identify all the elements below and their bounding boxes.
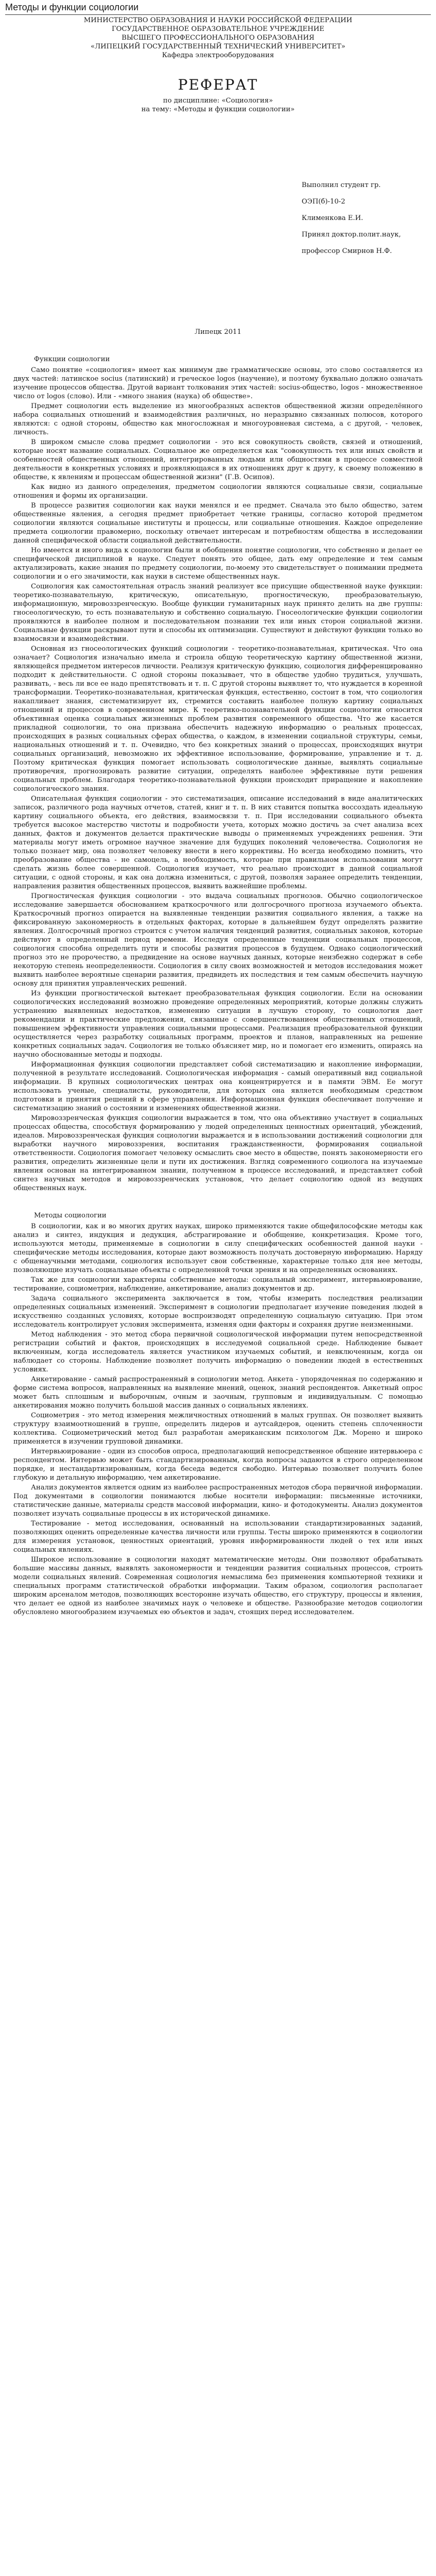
paragraph: Из функции прогностической вытекает преобразовательная функция социологии. Если на основании социологических исследований возможно проведение определенных мероприятий, которые должны служить устранению выявленных недостатков, изменению ситуации в лучшую сторону, то социология дает рекомендации и практические предложения, связанные с совершенствованием общественных отношений, повышением эффективности управления социальными процессами. Реализация преобразовательной функции осуществляется через разработку социальных программ, проектов и планов, направленных на решение конкретных социальных задач. Социология не только объясняет мир, но и помогает его изменить, опираясь на научно обоснованные методы и подходы. xyxy=(13,990,423,1059)
paragraph: Анкетирование - самый распространенный в социологии метод. Анкета - упорядоченная по содержанию и форме система вопросов, направленных на выявление мнений, оценок, знаний респондентов. Анкетный опрос может быть сплошным и выборочным, очным и заочным, групповым и индивидуальным. С помощью анкетирования можно получить большой массив данных о социальных явлениях. xyxy=(13,1376,423,1410)
paragraph: Мировоззренческая функция социологии выражается в том, что она объективно участвует в социальных процессах общества, способствуя формированию у людей определенных ценностных ориентаций, убеждений, идеалов. Мировоззренческая функция социологии выражается и в использовании достижений социологии для выработки научного мировоззрения, воспитания гражданственности, формирования социальной ответственности. Социология помогает человеку осмыслить свое место в обществе, понять закономерности его развития, определить жизненные цели и пути их достижения. Взгляд современного социолога на изучаемые явления основан на интегрированном знании, полученном в процессе исследований, и представляет собой синтез научных методов и мировоззренческих установок, что делает социологию одной из ведущих общественных наук. xyxy=(13,1114,423,1192)
author-block xyxy=(13,181,423,256)
section-heading: Методы социологии xyxy=(34,1212,107,1219)
paragraph: Метод наблюдения - это метод сбора первичной социологической информации путем непосредственной регистрации событий и фактов, происходящих в исследуемой социальной среде. Наблюдение бывает включенным, когда исследователь является участником изучаемых событий, и невключенным, когда он наблюдает со стороны. Наблюдение позволяет получить информацию о поведении людей в естественных условиях. xyxy=(13,1331,423,1374)
paragraph: В социологии, как и во многих других науках, широко применяются такие общефилософские методы как анализ и синтез, индукция и дедукция, абстрагирование и обобщение, конкретизация. Кроме того, используются методы, применяемые в социологии в силу специфических особенностей данной науки - специфические методы исследования, которые дают возможность получать достоверную информацию. Наряду с общенаучными методами, социология использует свои собственные, характерные только для нее методы, позволяющие изучать социальные объекты с определенной точки зрения и на определенных основаниях. xyxy=(13,1223,423,1274)
city-year: Липецк 2011 xyxy=(195,328,241,336)
paragraph: Задача социального эксперимента заключается в том, чтобы измерить последствия реализации определенных социальных изменений. Эксперимент в социологии предполагает изучение поведения людей в искусственно созданных условиях, которые воспроизводят определенную социальную ситуацию. При этом исследователь контролирует условия эксперимента, изменяя одни факторы и сохраняя другие неизменными. xyxy=(13,1295,423,1329)
paragraph: Социология как самостоятельная отрасль знаний реализует все присущие общественной науке функции: теоретико-познавательную, критическую, описательную, прогностическую, преобразовательную, информационную, мировоззренческую. Вообще функции гуманитарных наук принято делить на две группы: гносеологическую, то есть познавательную и собственно социальную. Гносеологические функции социологии проявляются в наиболее полном и последовательном познании тех или иных сторон социальной жизни. Социальные функции раскрывают пути и способы их оптимизации. Существуют и действуют функции только во взаимосвязи и взаимодействии. xyxy=(13,583,423,643)
ministry-line: «ЛИПЕЦКИЙ ГОСУДАРСТВЕННЫЙ ТЕХНИЧЕСКИЙ УНИВЕРСИТЕТ» xyxy=(91,43,345,50)
author-name: Клименкова Е.И. xyxy=(302,214,363,222)
section-methods xyxy=(13,1211,423,1617)
performed-label: Выполнил студент гр. xyxy=(302,181,381,189)
paragraph: Широкое использование в социологии находят математические методы. Они позволяют обрабатывать большие массивы данных, выявлять закономерности и тенденции развития социальных процессов, строить модели социальных явлений. Современная социология немыслима без применения компьютерной техники и специальных программ статистической обработки информации. Таким образом, социология располагает широким арсеналом методов, позволяющих всесторонне изучать общество, его структуру, процессы и явления, что делает ее одной из наиболее значимых наук о человеке и обществе. Разнообразие методов социологии обусловлено многообразием изучаемых ею объектов и задач, стоящих перед исследователем. xyxy=(13,1556,423,1616)
section-heading: Функции социологии xyxy=(34,355,110,363)
group-number: ОЭП(б)-10-2 xyxy=(302,198,345,206)
title-page-header xyxy=(13,16,423,60)
paragraph: Но имеется и иного вида к социологии были и обобщения понятие социологии, что собственно и делает ее специфической дисциплиной в науке. Следует понять это общее, дать ему определение и тем самым актуализировать, какие знания по предмету социологии, по-моему это свидетельствует о понимании предмета социологии и о его значимости, как науки в системе общественных наук. xyxy=(13,547,423,581)
ministry-line: ВЫСШЕГО ПРОФЕССИОНАЛЬНОГО ОБРАЗОВАНИЯ xyxy=(121,34,315,42)
paragraph: Анализ документов является одним из наиболее распространенных методов сбора первичной информации. Под документами в социологии понимаются любые носители информации: письменные источники, статистические данные, материалы средств массовой информации, кино- и фотодокументы. Анализ документов позволяет изучать социальные процессы в их исторической динамике. xyxy=(13,1484,423,1518)
section-functions xyxy=(13,355,423,1193)
title-divider xyxy=(5,14,431,15)
document-title: Методы и функции социологии xyxy=(5,2,139,12)
paragraph: Информационная функция социологии представляет собой систематизацию и накопление информации, полученной в результате исследований. Социологическая информация - самый оперативный вид социальной информации. В крупных социологических центрах она концентрируется и в памяти ЭВМ. Ее могут использовать ученые, специалисты, руководители, для которых она является необходимым средством подготовки и принятия решений в сфере управления. Информационная функция обеспечивает получение и систематизацию знаний о состоянии и изменениях общественной жизни. xyxy=(13,1061,423,1112)
paragraph: Социометрия - это метод измерения межличностных отношений в малых группах. Он позволяет выявить структуру взаимоотношений в группе, определить лидеров и аутсайдеров, оценить степень сплоченности коллектива. Социометрический метод был разработан американским психологом Дж. Морено и широко применяется в изучении групповой динамики. xyxy=(13,1412,423,1446)
document-body xyxy=(0,16,436,1617)
ministry-line: ГОСУДАРСТВЕННОЕ ОБРАЗОВАТЕЛЬНОЕ УЧРЕЖДЕНИЕ xyxy=(111,25,325,33)
checker-name: профессор Смирнов Н.Ф. xyxy=(302,247,392,255)
essay-label: РЕФЕРАТ xyxy=(178,76,258,93)
ministry-line: МИНИСТЕРСТВО ОБРАЗОВАНИЯ И НАУКИ РОССИЙСКОЙ ФЕДЕРАЦИИ xyxy=(83,16,353,24)
paragraph: В процессе развития социологии как науки менялся и ее предмет. Сначала это было общество, затем общественные явления, а сегодня предмет приобретает четкие границы, согласно которой предметом социологии являются социальные институты и процессы, или социальные отношения. Каждое определение предмета социологии правомерно, поскольку отвечает интересам и потребностям общества в исследовании данной специфической области социальной действительности. xyxy=(13,502,423,545)
paragraph: Описательная функция социологии - это систематизация, описание исследований в виде аналитических записок, различного рода научных отчетов, статей, книг и т. п. В них ставится попытка воссоздать идеальную картину социального объекта, его действия, взаимосвязи т. п. При исследовании социального объекта требуется высокое мастерство чистоты и подробности учета, которых можно достичь за счет анализа всех данных, фактов и документов делается практические выводы о применяемых учреждениях решения. Эти материалы могут иметь огромное научное значение для будущих поколений человечества. Социология не только познает мир, она позволяет человеку внести в него коррективы. Но всегда необходимо помнить, что преобразование общества - не самоцель, а необходимость, которые при правильном использовании могут сделать жизнь более совершенной. Социология изучает, что реально происходит в данной социальной ситуации, с одной стороны, и как она должна измениться, с другой, позволяя заранее определить тенденции, направления развития общественных процессов, выявить важнейшие проблемы. xyxy=(13,795,423,890)
paragraph: Предмет социологии есть выделение из многообразных аспектов общественной жизни определённого набора социальных отношений и взаимодействия различных, но неразрывно связанных полюсов, которого являются: с одной стороны, общество как многосложная и многоуровневая система, а с другой, - человек, личность. xyxy=(13,402,423,436)
paragraph: Так же для социологии характерны собственные методы: социальный эксперимент, интервьюирование, тестирование, социометрия, наблюдение, анкетирование, анализ документов и др. xyxy=(13,1276,423,1293)
paragraph: Само понятие «социология» имеет как минимум две грамматические основы, это слово составляется из двух частей: латинское socius (латинский) и греческое logos (научение), и поэтому буквально должно означать изучение процессов общества. Другой вариант толкования этих частей: socius-общество, logos - множественное число от logos (слово). Или - «много знания (наука) об обществе». xyxy=(13,366,423,400)
paragraph: Интервьюирование - один из способов опроса, предполагающий непосредственное общение интервьюера с респондентом. Интервью может быть стандартизированным, когда вопросы задаются в строго определенном порядке, и нестандартизированным, когда беседа ведется свободно. Интервью позволяет получить более глубокую и детальную информацию, чем анкетирование. xyxy=(13,1448,423,1482)
discipline-line: по дисциплине: «Социология» xyxy=(163,97,273,105)
paragraph: Тестирование - метод исследования, основанный на использовании стандартизированных заданий, позволяющих оценить определенные качества личности или группы. Тесты широко применяются в социологии для измерения установок, ценностных ориентаций, уровня информированности людей о тех или иных социальных явлениях. xyxy=(13,1520,423,1554)
paragraph: Прогностическая функция социологии - это выдача социальных прогнозов. Обычно социологическое исследование завершается обоснованием краткосрочного или долгосрочного прогноза изучаемого объекта. Краткосрочный прогноз опирается на выявленные тенденции развития социального явления, а также на фиксированную закономерность в отдельных факторах, которые в дальнейшем будут определять развитие явления. Долгосрочный прогноз строится с учетом наличия тенденций развития, социальных законов, которые действуют в определенный период времени. Исследуя определенные тенденции социальных процессов, социология способна определить пути и способы развития процессов в будущем. Однако социологический прогноз это не пророчество, а предвидение на основе научных данных, которые неизбежно содержат в себе некоторую степень неопределенности. Социология в силу своих возможностей и методов исследования может выявить наиболее вероятные сценарии развития, предвидеть их последствия и тем самым обеспечить научную основу для принятия управленческих решений. xyxy=(13,892,423,988)
paragraph: Основная из гносеологических функций социологии - теоретико-познавательная, критическая. Что она означает? Социология изначально имела и строила общую теоретическую картину общественной жизни, являющейся предметом интересов личности. Реализуя критическую функцию, социология дифференцированно подходит к действительности. С одной стороны показывает, что в обществе удобно трудиться, улучшать, развивать, - весь ли все ее надо препятствовать и т. п. С другой стороны выявляет то, что нуждается в коренной трансформации. Теоретико-познавательная, критическая функция, естественно, состоит в том, что социология накапливает знания, систематизирует их, стремится составить наиболее полную картину социальных отношений и процессов в современном мире. К теоретико-познавательной функции социологии относится объективная оценка социальных жизненных проблем развития современного общества. Что же касается прикладной социологии, то она призвана обеспечить надежную информацию о реальных процессах, происходящих в разных социальных сферах общества, о каждом, в изменении социальной структуры, семьи, национальных отношений и т. п. Очевидно, что без конкретных знаний о процессах, происходящих внутри социальных организаций, невозможно их эффективное использование, формирование, управление и т. д. Поэтому критическая функция помогает использовать социологические данные, выявлять социальные противоречия, прогнозировать развитие ситуации, определять наиболее эффективные пути решения социальных проблем. Благодаря теоретико-познавательной функции происходит приращение и накопление социологического знания. xyxy=(13,645,423,793)
department-line: Кафедра электрооборудования xyxy=(162,52,274,59)
checked-label: Принял доктор.полит.наук, xyxy=(302,231,401,239)
topic-line: на тему: «Методы и функции социологии» xyxy=(141,106,295,113)
paragraph: В широком смысле слова предмет социологии - это вся совокупность свойств, связей и отношений, которые носят название социальных. Социальное же определяется как "совокупность тех или иных свойств и особенностей общественных отношений, интегрированных людьми или общностями в процессе совместной деятельности в конкретных условиях и проявляющаяся в их отношениях друг к другу, к своему положению в обществе, к явлениям и процессам общественной жизни" (Г.В. Осипов). xyxy=(13,438,423,481)
paragraph: Как видно из данного определения, предметом социологии являются социальные связи, социальные отношения и формы их организации. xyxy=(13,483,423,500)
